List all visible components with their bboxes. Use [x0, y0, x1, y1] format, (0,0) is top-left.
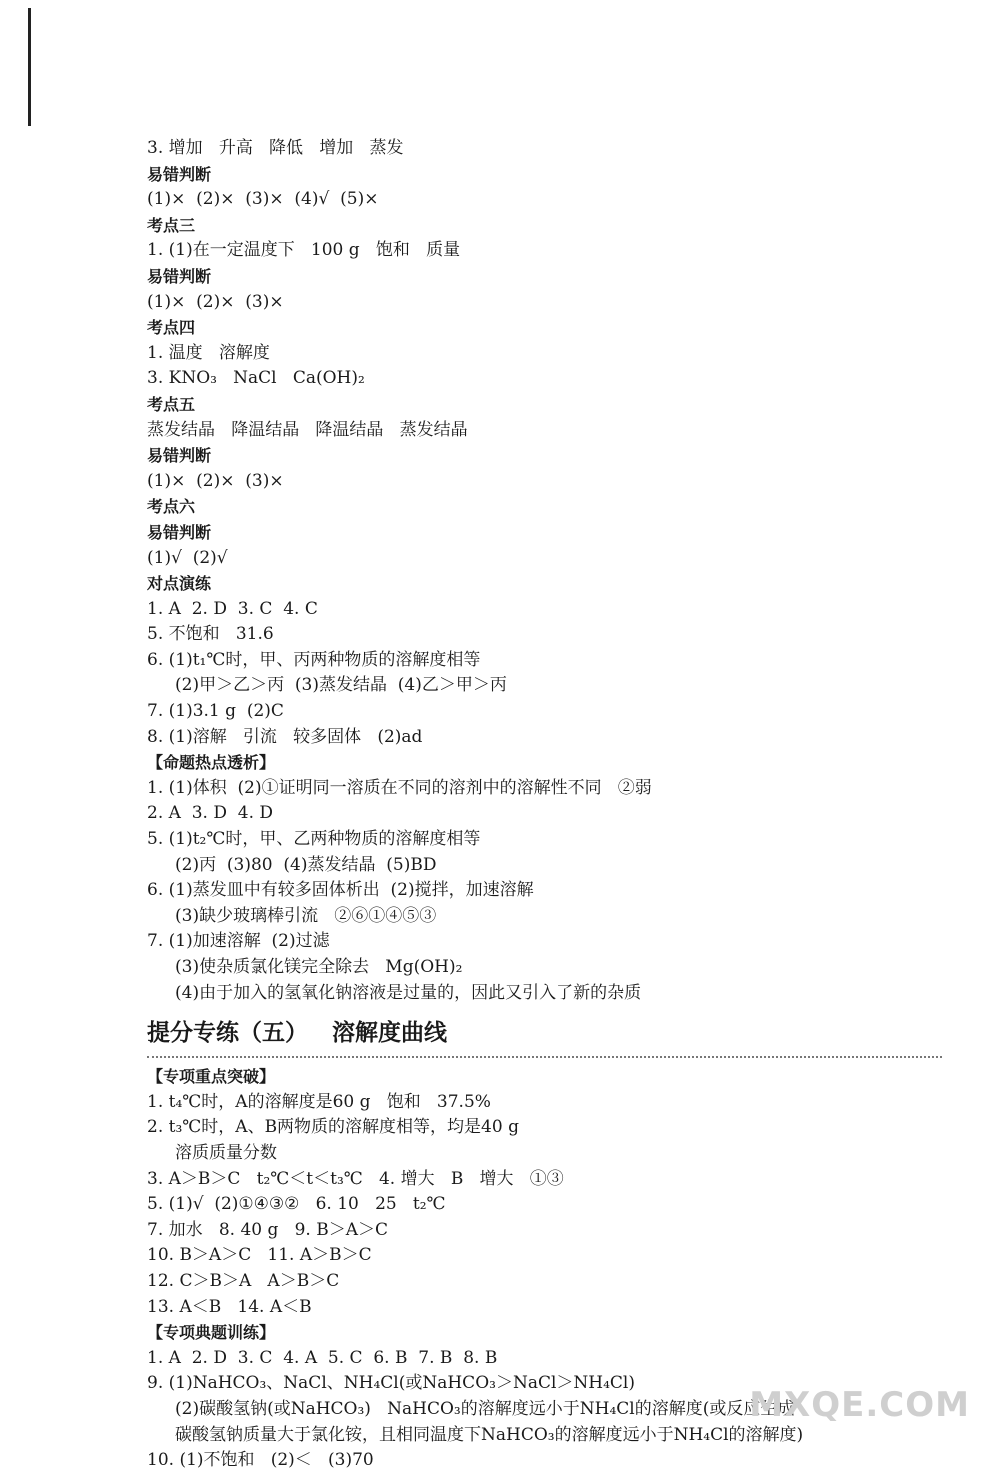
section-heading: 【命题热点透析】 — [147, 753, 276, 773]
section-heading: 易错判断 — [147, 446, 212, 466]
section-heading: 易错判断 — [147, 522, 212, 542]
answer-line: (2)丙 (3)80 (4)蒸发结晶 (5)BD — [175, 854, 437, 875]
section-heading: 【专项典题训练】 — [147, 1323, 276, 1343]
answer-line: 3. 增加 升高 降低 增加 蒸发 — [147, 138, 404, 158]
answer-line: 13. A＜B 14. A＜B — [147, 1296, 312, 1317]
answer-line: (3)使杂质氯化镁完全除去 Mg(OH)₂ — [175, 957, 463, 977]
section-heading: 考点三 — [147, 215, 196, 235]
answer-line: (2)碳酸氢钠(或NaHCO₃) NaHCO₃的溶解度远小于NH₄Cl的溶解度(或反应生成 — [175, 1398, 795, 1419]
section-heading: 对点演练 — [147, 574, 212, 594]
answer-line: 1. t₄℃时，A的溶解度是60 g 饱和 37.5% — [147, 1091, 491, 1112]
answer-line: 3. KNO₃ NaCl Ca(OH)₂ — [147, 368, 365, 389]
answer-line: 1. (1)在一定温度下 100 g 饱和 质量 — [147, 240, 461, 261]
answers-block-1 — [147, 136, 947, 1006]
section-heading: 考点五 — [147, 394, 196, 414]
answer-content — [147, 136, 947, 1474]
section-heading: 考点四 — [147, 318, 196, 338]
section-heading: 【专项重点突破】 — [147, 1067, 276, 1087]
answer-line: 10. (1)不饱和 (2)＜ (3)70 — [147, 1450, 374, 1471]
answer-line: 1. A 2. D 3. C 4. C — [147, 598, 318, 619]
answer-line: 5. 不饱和 31.6 — [147, 624, 274, 645]
binding-edge-line — [28, 8, 31, 126]
answer-line: 2. A 3. D 4. D — [147, 803, 274, 824]
answer-line: 5. (1)√ (2)①④③② 6. 10 25 t₂℃ — [147, 1194, 446, 1215]
answer-line: 6. (1)t₁℃时，甲、丙两种物质的溶解度相等 — [147, 649, 481, 670]
answer-line: (3)缺少玻璃棒引流 ②⑥①④⑤③ — [175, 905, 437, 926]
answer-line: 7. (1)加速溶解 (2)过滤 — [147, 931, 330, 952]
answer-line: (1)√ (2)√ — [147, 547, 228, 568]
answer-line: 10. B＞A＞C 11. A＞B＞C — [147, 1245, 372, 1266]
answer-line: (2)甲＞乙＞丙 (3)蒸发结晶 (4)乙＞甲＞丙 — [175, 675, 507, 696]
answer-line: (4)由于加入的氢氧化钠溶液是过量的，因此又引入了新的杂质 — [175, 982, 642, 1003]
answer-line: 碳酸氢钠质量大于氯化铵，且相同温度下NaHCO₃的溶解度远小于NH₄Cl的溶解度) — [175, 1424, 804, 1445]
answer-line: 9. (1)NaHCO₃、NaCl、NH₄Cl(或NaHCO₃＞NaCl＞NH₄Cl) — [147, 1373, 635, 1394]
section-heading: 易错判断 — [147, 266, 212, 286]
answer-line: 溶质质量分数 — [175, 1142, 277, 1163]
section-divider — [147, 1056, 942, 1058]
answer-line: 6. (1)蒸发皿中有较多固体析出 (2)搅拌，加速溶解 — [147, 880, 534, 901]
answer-line: 5. (1)t₂℃时，甲、乙两种物质的溶解度相等 — [147, 829, 481, 850]
answer-line: (1)× (2)× (3)× (4)√ (5)× — [147, 189, 379, 210]
answer-line: 1. A 2. D 3. C 4. A 5. C 6. B 7. B 8. B — [147, 1347, 498, 1368]
watermark: MXQE.COM — [749, 1385, 970, 1425]
answer-line: 3. A＞B＞C t₂℃＜t＜t₃℃ 4. 增大 B 增大 ①③ — [147, 1168, 564, 1189]
answer-line: 7. (1)3.1 g (2)C — [147, 701, 284, 722]
section-heading: 易错判断 — [147, 164, 212, 184]
answer-line: (1)× (2)× (3)× — [147, 291, 284, 312]
answer-line: 1. (1)体积 (2)①证明同一溶质在不同的溶剂中的溶解性不同 ②弱 — [147, 777, 652, 798]
answer-line: 7. 加水 8. 40 g 9. B＞A＞C — [147, 1219, 388, 1240]
answer-line: 8. (1)溶解 引流 较多固体 (2)ad — [147, 726, 423, 747]
section-title: 提分专练（五） 溶解度曲线 — [147, 1020, 448, 1047]
answer-line: 1. 温度 溶解度 — [147, 342, 270, 363]
section-heading: 考点六 — [147, 497, 196, 517]
answer-line: 12. C＞B＞A A＞B＞C — [147, 1270, 340, 1291]
answer-line: 2. t₃℃时，A、B两物质的溶解度相等，均是40 g — [147, 1117, 519, 1138]
answer-line: 蒸发结晶 降温结晶 降温结晶 蒸发结晶 — [147, 419, 468, 440]
answer-line: (1)× (2)× (3)× — [147, 470, 284, 491]
